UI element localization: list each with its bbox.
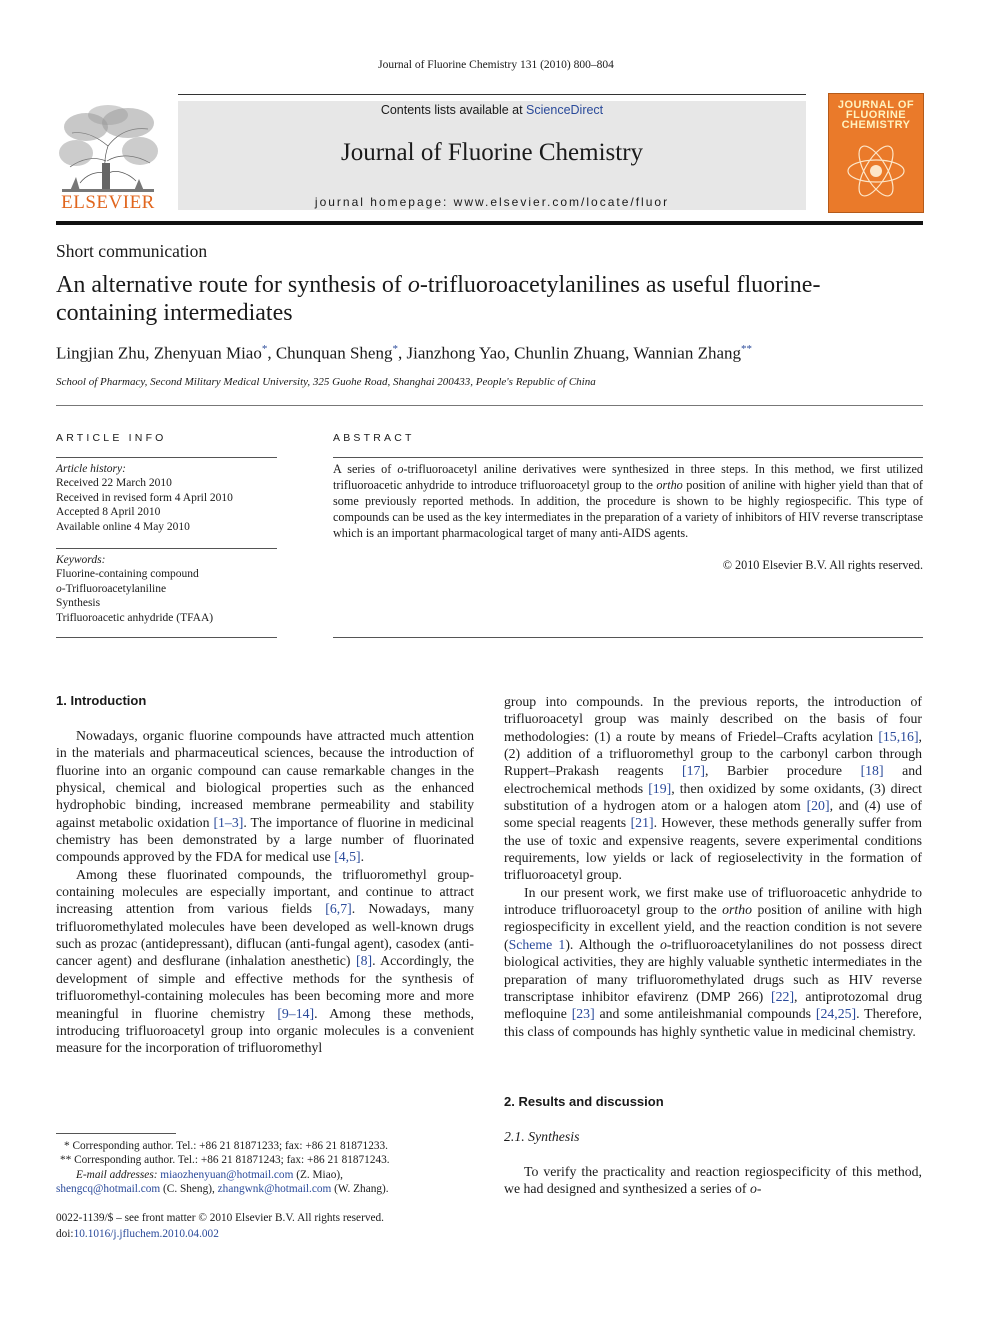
affiliation: School of Pharmacy, Second Military Medical University, 325 Guohe Road, Shanghai 200433, People's Republic of China: [56, 376, 596, 388]
text: . Nowadays, many trifluoromethylated molecules have been developed as well-known drugs such as prozac (antidepressant), diflucan (anti-fungal agent), casodex (anti-cancer agent) and desflurane (inhalation anesthetic): [56, 901, 474, 969]
journal-citation: Journal of Fluorine Chemistry 131 (2010) 800–804: [378, 59, 614, 71]
text: group into compounds. In the previous reports, the introduction of trifluoroacetyl group was mainly described on the basis of four methodologies: (1) a route by means of Friedel–Crafts acylation: [504, 694, 922, 744]
cover-title-line: CHEMISTRY: [841, 119, 911, 131]
text: To verify the practicality and reaction regiospecificity of this method, we had designed and synthesized a series of: [504, 1164, 922, 1197]
author[interactable]: Chunlin Zhuang: [514, 343, 626, 363]
sciencedirect-link[interactable]: ScienceDirect: [526, 103, 604, 117]
text: -trifluoroacetylanilines do not possess direct biological activities, they are highly valuable synthetic intermediates in the preparation of many trifluoromethylated drugs such as HIV reverse transcriptase inhibitor efavirenz (DMP 266): [504, 936, 923, 1004]
text: . Among these methods, introducing trifluoroacetyl group into organic molecules is a convenient measure for the incorporation of trifluoromethyl: [56, 1005, 474, 1056]
footnote-text: Corresponding author. Tel.: +86 21 81871243; fax: +86 21 81871243.: [71, 1154, 390, 1167]
text: . The importance of fluorine in medicinal chemistry has been demonstrated by a large number of fluorinated compounds approved by the FDA for medical use: [56, 814, 474, 865]
subsection-heading-synthesis: 2.1. Synthesis: [504, 1129, 580, 1144]
italic-text: ortho: [722, 902, 753, 918]
body-column-left: [56, 727, 474, 1057]
citation-link[interactable]: [17]: [682, 763, 706, 779]
accepted-date: Accepted 8 April 2010: [56, 506, 161, 519]
doi-prefix: doi:: [56, 1227, 74, 1240]
abstract-italic: ortho: [656, 477, 683, 492]
text: and some antileishmanial compounds: [594, 1006, 816, 1022]
keywords-label: Keywords:: [56, 554, 106, 566]
author[interactable]: Wannian Zhang: [633, 343, 742, 363]
doi-line: [56, 1227, 476, 1243]
section-heading-introduction: 1. Introduction: [56, 693, 147, 708]
divider: [333, 637, 923, 638]
title-text: An alternative route for synthesis of: [56, 272, 408, 298]
cover-title-line: FLUORINE: [845, 109, 907, 121]
text: . Accordingly, the development of simple and effective methods for the synthesis of trifluoromethyl-containing molecules has been becoming more and more meaningful in fluorine chemistry: [56, 953, 474, 1021]
citation-link[interactable]: [23]: [571, 1006, 595, 1022]
citation-link[interactable]: [1–3]: [213, 814, 244, 830]
article-history: [56, 462, 277, 534]
article-info-heading: ARTICLE INFO: [56, 432, 167, 444]
footnote-mark: **: [60, 1154, 72, 1167]
paragraph: [504, 1163, 922, 1198]
paragraph: [56, 866, 474, 1057]
text: , (2) addition of a trifluoromethyl group to the carbonyl carbon through Ruppert–Prakash reagents: [504, 728, 922, 779]
title-text: -trifluoroacetylanilines as useful fluorine-containing intermediates: [56, 272, 821, 326]
contents-line: [178, 103, 806, 117]
italic-text: o: [749, 1181, 757, 1197]
citation-link[interactable]: [9–14]: [277, 1005, 315, 1021]
keyword: [56, 582, 277, 596]
keyword-italic: o: [56, 582, 62, 595]
divider: [56, 637, 277, 638]
text: , Barbier procedure: [705, 763, 861, 779]
keyword-text: -Trifluoroacetylaniline: [61, 582, 167, 595]
keywords: [56, 553, 277, 625]
text: , and (4) use of some special reagents: [504, 798, 922, 831]
citation-link[interactable]: [8]: [355, 953, 373, 969]
email-line: [56, 1168, 476, 1182]
received-date: Received 22 March 2010: [56, 477, 172, 490]
abstract-italic: o: [397, 462, 404, 476]
abstract-text: [333, 462, 923, 542]
journal-cover-thumbnail[interactable]: [828, 93, 924, 213]
citation-link[interactable]: [20]: [806, 798, 830, 814]
text: .: [360, 849, 365, 865]
elsevier-wordmark: ELSEVIER: [61, 192, 155, 213]
keyword: Fluorine-containing compound: [56, 568, 199, 581]
journal-homepage: [178, 195, 806, 209]
email-link[interactable]: miaozhenyuan@hotmail.com: [160, 1168, 294, 1181]
citation-link[interactable]: [21]: [630, 815, 654, 831]
citation-link[interactable]: [6,7]: [325, 901, 352, 917]
author[interactable]: Chunquan Sheng: [275, 343, 393, 363]
homepage-prefix: journal homepage:: [314, 195, 454, 209]
article-title: [56, 271, 916, 327]
atom-graphic-icon: [845, 140, 907, 202]
divider: [56, 457, 277, 458]
citation-link[interactable]: [18]: [860, 763, 884, 779]
text: Among these fluorinated compounds, the trifluoromethyl group-containing molecules are especially important, and continue to attract increasing attention from various fields: [56, 866, 474, 917]
cover-title-line: JOURNAL OF: [837, 99, 915, 111]
text: In our present work, we first make use of trifluoroacetic anhydride to introduce trifluoroacetyl group to the: [504, 884, 922, 918]
journal-name: Journal of Fluorine Chemistry: [340, 139, 644, 166]
paragraph: [56, 727, 474, 866]
article-type: Short communication: [56, 241, 208, 261]
scheme-link[interactable]: Scheme 1: [508, 936, 566, 952]
title-italic-o: o: [407, 272, 420, 298]
text: Nowadays, organic fluorine compounds have attracted much attention in the materials and pharmaceutical sciences, because the introduction of fluorine into an organic compound can cause remarkable changes in the physical, chemical and biological properties such as the enhanced hydrophobic binding, increased membrane permeability and stability against metabolic oxidation: [56, 728, 474, 830]
text: , then oxidized by some oxidants, (3) direct substitution of a hydrogen atom or a halogen atom: [504, 780, 922, 814]
homepage-url-link[interactable]: www.elsevier.com/locate/fluor: [453, 195, 670, 209]
email-owner: (Z. Miao),: [293, 1168, 343, 1181]
citation-link[interactable]: [15,16]: [878, 728, 919, 744]
paragraph: [504, 693, 922, 884]
abstract-span: position of aniline with higher yield than that of some previously reported methods. In addition, the procedure is shown to be highly regiospecific. This type of compounds can be used as the key intermediates in the preparation of a variety of inhibitors of HIV reverse transcriptase which is an important pharmacological target of many anti-AIDS agents.: [333, 477, 923, 540]
italic-text: o: [659, 936, 667, 952]
abstract-span: A series of: [333, 462, 398, 476]
corresponding-mark[interactable]: *: [392, 343, 398, 355]
footnote-rule: [56, 1133, 176, 1134]
text: ). Although the: [565, 936, 660, 952]
footnote: [56, 1139, 476, 1153]
author[interactable]: Zhenyuan Miao: [153, 343, 262, 363]
body-column-right: [504, 693, 922, 1040]
footnote-text: Corresponding author. Tel.: +86 21 81871233; fax: +86 21 81871233.: [69, 1140, 388, 1152]
author[interactable]: Lingjian Zhu: [56, 343, 146, 363]
email-link[interactable]: zhangwnk@hotmail.com: [217, 1183, 332, 1196]
keyword: Synthesis: [56, 597, 101, 610]
author-list: Lingjian Zhu, Zhenyuan Miao*, Chunquan Sheng*, Jianzhong Yao, Chunlin Zhuang, Wannian Zhang**: [56, 343, 753, 363]
divider: [333, 457, 923, 458]
doi-link[interactable]: 10.1016/j.jfluchem.2010.04.002: [73, 1227, 219, 1240]
issn-line: 0022-1139/$ – see front matter © 2010 Elsevier B.V. All rights reserved.: [56, 1212, 384, 1224]
footnote-mark: *: [64, 1140, 70, 1152]
text: . Therefore, this class of compounds has highly synthetic value in medicinal chemistry.: [504, 1006, 922, 1039]
citation-link[interactable]: [19]: [648, 780, 672, 796]
cover-title: [829, 100, 923, 130]
elsevier-logo[interactable]: [56, 101, 160, 213]
contents-prefix: Contents lists available at: [380, 103, 527, 117]
email-line: [56, 1182, 476, 1196]
email-label: E-mail addresses:: [76, 1168, 161, 1181]
online-date: Available online 4 May 2010: [56, 520, 190, 533]
abstract-copyright: © 2010 Elsevier B.V. All rights reserved.: [722, 558, 923, 572]
abstract-span: -trifluoroacetyl aniline derivatives were synthesized in three steps. In this method, we first utilized trifluoroacetic anhydride to introduce trifluoroacetyl group to the: [333, 462, 923, 492]
body-column-right-continued: [504, 1163, 922, 1198]
text: -: [756, 1181, 762, 1197]
divider: [56, 405, 923, 406]
citation-link[interactable]: [24,25]: [815, 1006, 857, 1022]
email-link[interactable]: shengcq@hotmail.com: [56, 1183, 161, 1196]
text: , antiprotozomal drug mefloquine: [504, 988, 922, 1022]
author[interactable]: Jianzhong Yao: [406, 343, 506, 363]
footnote: [56, 1153, 476, 1167]
text: . However, these methods generally suffer from the use of toxic and expensive reagents, severe experimental conditions requirements, low yields or lack of regioselectivity in the formation of trifluoroacetyl group.: [504, 815, 923, 883]
header-thick-rule: [56, 221, 923, 225]
revised-date: Received in revised form 4 April 2010: [56, 491, 233, 504]
citation-link[interactable]: [4,5]: [334, 849, 361, 865]
footnotes: [56, 1139, 476, 1197]
divider: [56, 548, 277, 549]
paragraph: [504, 884, 922, 1040]
email-owner: (W. Zhang).: [331, 1183, 389, 1196]
citation-link[interactable]: [22]: [771, 988, 795, 1004]
corresponding-mark[interactable]: **: [741, 343, 753, 355]
corresponding-mark[interactable]: *: [261, 343, 268, 355]
section-heading-results: 2. Results and discussion: [504, 1094, 664, 1109]
history-label: Article history:: [56, 463, 126, 475]
text: position of aniline with high regiospecificity in excellent yield, and the reaction condition is not severe (: [504, 902, 922, 952]
abstract-heading: ABSTRACT: [333, 432, 415, 444]
email-owner: (C. Sheng),: [160, 1183, 218, 1196]
issn-doi-block: [56, 1211, 476, 1242]
header-rule: [178, 94, 806, 95]
text: and electrochemical methods: [504, 763, 922, 796]
keyword: Trifluoroacetic anhydride (TFAA): [56, 611, 214, 624]
